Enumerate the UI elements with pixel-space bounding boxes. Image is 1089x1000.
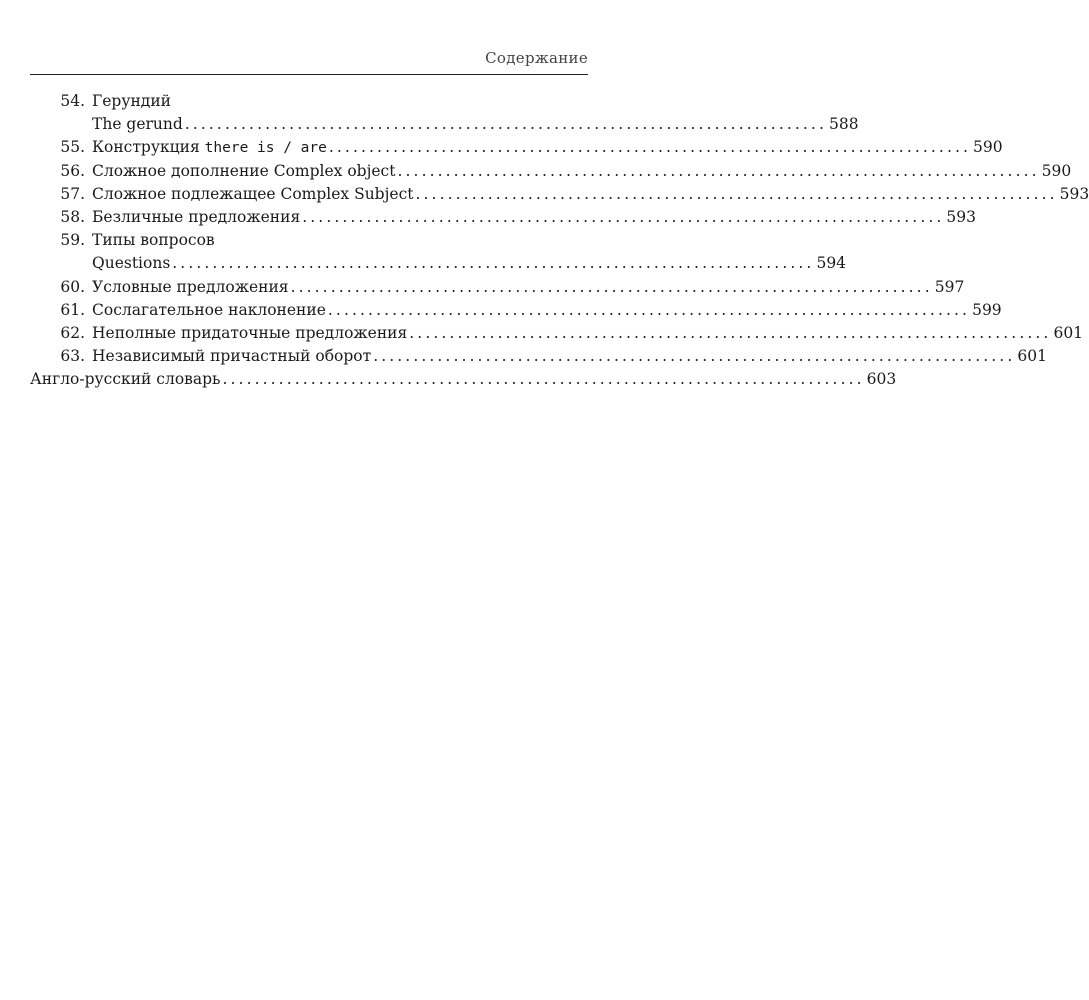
entry-number: 63.	[60, 347, 85, 366]
entry-number: 59.	[60, 231, 85, 250]
entry-number: 56.	[60, 161, 85, 180]
entry-number: 55.	[60, 138, 85, 157]
dot-leader: ................................................................................	[184, 115, 827, 134]
toc-entry-62	[30, 322, 1084, 345]
entry-title: Questions	[92, 254, 171, 273]
dot-leader: ................................................................................	[290, 277, 933, 296]
dot-leader: ................................................................................	[172, 254, 815, 273]
entry-page: 593	[1059, 184, 1089, 203]
toc-entry-60	[30, 276, 965, 299]
toc-entry-58	[30, 206, 976, 229]
entry-number: 57.	[60, 184, 85, 203]
toc-entry-54	[30, 90, 588, 113]
entry-title: Герундий	[92, 92, 172, 110]
entry-number: 58.	[60, 207, 85, 226]
dot-leader: ................................................................................	[409, 323, 1052, 342]
header-rule	[30, 74, 588, 75]
toc-entry-56	[30, 160, 1072, 183]
entry-title: Англо-русский словарь	[30, 370, 221, 389]
dot-leader: ................................................................................	[302, 207, 945, 226]
toc-entry-dictionary	[30, 368, 897, 391]
entry-title: Сослагательное наклонение	[92, 300, 326, 319]
entry-title: Сложное дополнение Complex object	[92, 161, 396, 180]
entry-number: 60.	[60, 277, 85, 296]
entry-page: 588	[829, 115, 859, 134]
entry-page: 603	[866, 370, 897, 389]
entry-page: 599	[972, 300, 1002, 319]
running-head: Содержание	[485, 49, 588, 67]
entry-title: Типы вопросов	[92, 231, 215, 250]
entry-title: Условные предложения	[92, 277, 289, 296]
entry-title: Безличные предложения	[92, 207, 301, 226]
entry-number: 62.	[60, 323, 85, 342]
toc-entry-57	[30, 183, 1089, 206]
entry-page: 594	[816, 254, 847, 273]
toc-entry-63	[30, 345, 1047, 368]
dot-leader: ................................................................................	[397, 161, 1040, 180]
entry-title: The gerund	[92, 115, 183, 134]
dot-leader: ................................................................................	[328, 138, 972, 157]
table-of-contents	[30, 90, 1089, 391]
entry-number: 54.	[60, 92, 85, 110]
entry-title: Сложное подлежащее Complex Subject	[92, 184, 414, 203]
entry-title: Конструкция there is / are	[92, 138, 327, 157]
toc-entry-61	[30, 299, 1002, 322]
toc-entry-54-sub	[30, 113, 859, 136]
toc-entry-55	[30, 136, 1003, 159]
dot-leader: ................................................................................	[415, 184, 1058, 203]
dot-leader: ................................................................................	[373, 347, 1016, 366]
entry-page: 593	[946, 207, 976, 226]
entry-page: 590	[1041, 161, 1072, 180]
entry-title: Независимый причастный оборот	[92, 347, 372, 366]
entry-page: 597	[934, 277, 965, 296]
toc-entry-59-sub	[30, 252, 847, 275]
entry-title: Неполные придаточные предложения	[92, 323, 408, 342]
entry-number: 61.	[60, 300, 85, 319]
toc-entry-59	[30, 229, 588, 252]
dot-leader: ................................................................................	[222, 370, 865, 389]
entry-page: 601	[1053, 323, 1084, 342]
entry-page: 590	[973, 138, 1003, 157]
dot-leader: ................................................................................	[327, 300, 971, 319]
entry-page: 601	[1017, 347, 1047, 366]
